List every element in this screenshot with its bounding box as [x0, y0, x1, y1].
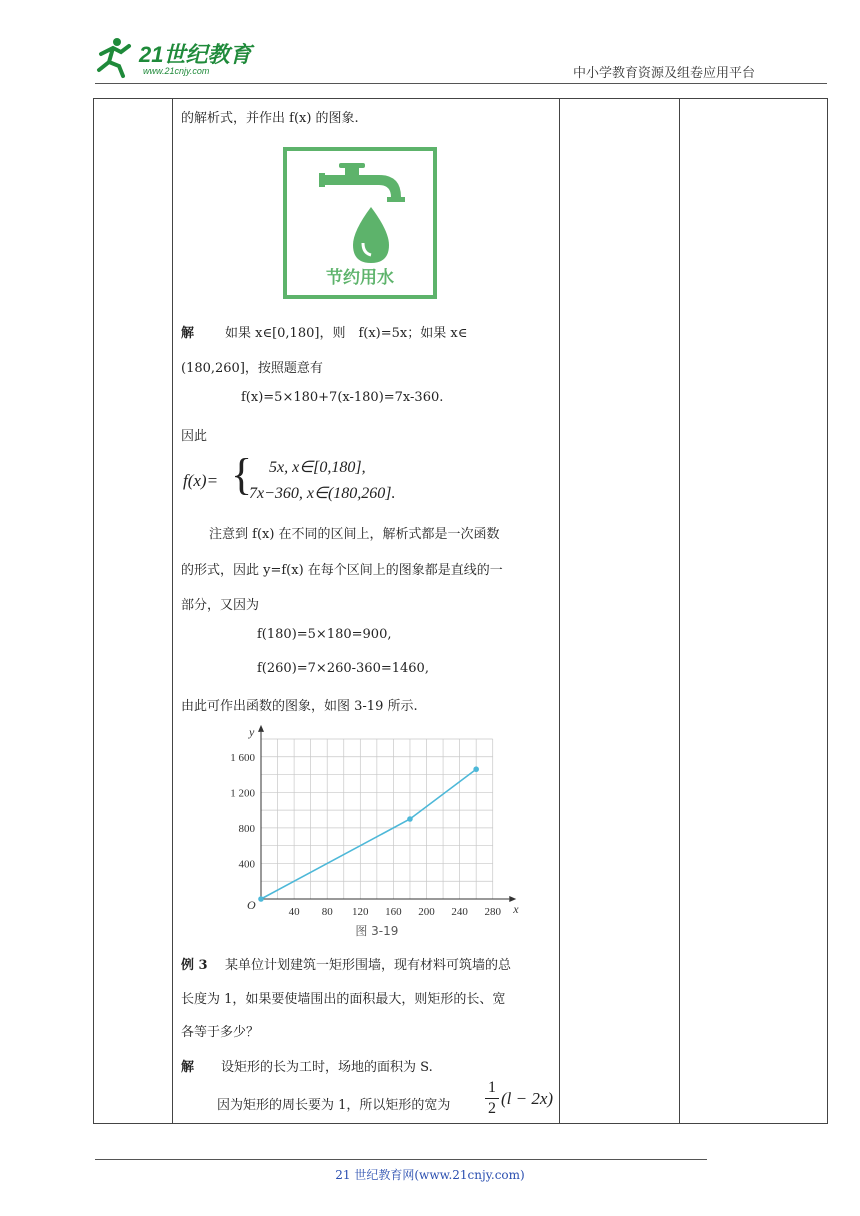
chart-caption: 图 3-19	[355, 924, 399, 938]
data-point	[258, 896, 264, 902]
table-cell-left	[94, 99, 173, 1124]
fraction-expression: (l − 2x)	[501, 1089, 554, 1108]
runner-icon	[99, 38, 129, 76]
fraction	[485, 1079, 499, 1118]
note-line-1: 注意到 f(x) 在不同的区间上，解析式都是一次函数	[209, 527, 500, 542]
y-tick-label: 1 600	[230, 751, 255, 764]
badge-label: 节约用水	[326, 268, 394, 288]
solution-2-label: 解	[181, 1060, 195, 1075]
note-line-3: 部分，又因为	[181, 598, 260, 613]
piecewise-brace: {	[231, 450, 253, 499]
data-point	[407, 816, 413, 822]
solution-2-line-1: 设矩形的长为工时，场地的面积为 S.	[221, 1060, 433, 1075]
data-point	[473, 766, 479, 772]
solution-label: 解	[181, 326, 195, 341]
footer-divider	[95, 1159, 707, 1160]
piecewise-fx: f(x)=	[183, 471, 219, 490]
fraction-numerator: 1	[488, 1079, 496, 1096]
formula-line: f(x)=5×180+7(x-180)=7x-360.	[241, 390, 444, 405]
y-tick-label: 400	[238, 858, 255, 871]
water-saving-badge	[283, 147, 437, 303]
footer-link[interactable]: 21 世纪教育网(www.21cnjy.com)	[335, 1168, 525, 1182]
therefore-text: 因此	[181, 429, 208, 444]
site-logo	[95, 36, 265, 78]
f180-line: f(180)=5×180=900,	[257, 627, 392, 642]
fraction-denominator: 2	[488, 1100, 496, 1117]
x-tick-label: 40	[288, 906, 300, 918]
table-cell-fourth	[680, 99, 828, 1124]
f260-line: f(260)=7×260-360=1460,	[257, 661, 429, 676]
example-3-line-1: 某单位计划建筑一矩形围墙，现有材料可筑墙的总	[225, 958, 512, 973]
graph-intro: 由此可作出函数的图象，如图 3-19 所示.	[181, 699, 418, 714]
example-3-line-3: 各等于多少？	[181, 1025, 260, 1040]
fraction-bar	[485, 1098, 499, 1099]
note-line-2: 的形式，因此 y=f(x) 在每个区间上的图象都是直线的一	[181, 563, 503, 578]
logo-url: www.21cnjy.com	[143, 66, 210, 76]
x-tick-label: 280	[484, 906, 501, 918]
x-tick-label: 160	[385, 906, 402, 918]
solution-line-1: 如果 x∈[0,180]，则 f(x)=5x；如果 x∈	[225, 326, 468, 341]
piecewise-case-2: 7x−360, x∈(180,260].	[249, 485, 396, 502]
table-cell-main	[173, 99, 560, 1124]
function-chart	[201, 724, 519, 948]
series-line	[261, 769, 476, 899]
x-tick-label: 240	[451, 906, 468, 918]
platform-name: 中小学教育资源及组卷应用平台	[572, 66, 755, 81]
origin-label: O	[247, 898, 256, 912]
header-divider	[95, 83, 827, 84]
faucet-icon	[319, 163, 405, 202]
example-3-label: 例 3	[181, 958, 208, 973]
y-tick-label: 800	[238, 822, 255, 835]
y-tick-label: 1 200	[230, 787, 255, 800]
table-cell-third	[560, 99, 680, 1124]
lesson-table	[93, 98, 828, 1124]
y-axis-label: y	[249, 724, 255, 739]
x-tick-label: 120	[352, 906, 369, 918]
intro-text: 的解析式，并作出 f(x) 的图象.	[181, 111, 359, 126]
y-axis-arrow	[258, 725, 264, 732]
water-drop-icon	[353, 207, 389, 263]
example-3-line-2: 长度为 1，如果要使墙围出的面积最大，则矩形的长、宽	[181, 992, 506, 1007]
piecewise-case-1: 5x, x∈[0,180],	[269, 459, 366, 476]
x-tick-label: 80	[321, 906, 333, 918]
solution-2-line-2: 因为矩形的周长要为 1，所以矩形的宽为	[217, 1098, 451, 1113]
solution-line-2: (180,260]，按照题意有	[181, 361, 323, 376]
x-axis-label: x	[513, 902, 519, 916]
x-tick-label: 200	[418, 906, 435, 918]
logo-text: 21世纪教育	[139, 42, 252, 67]
